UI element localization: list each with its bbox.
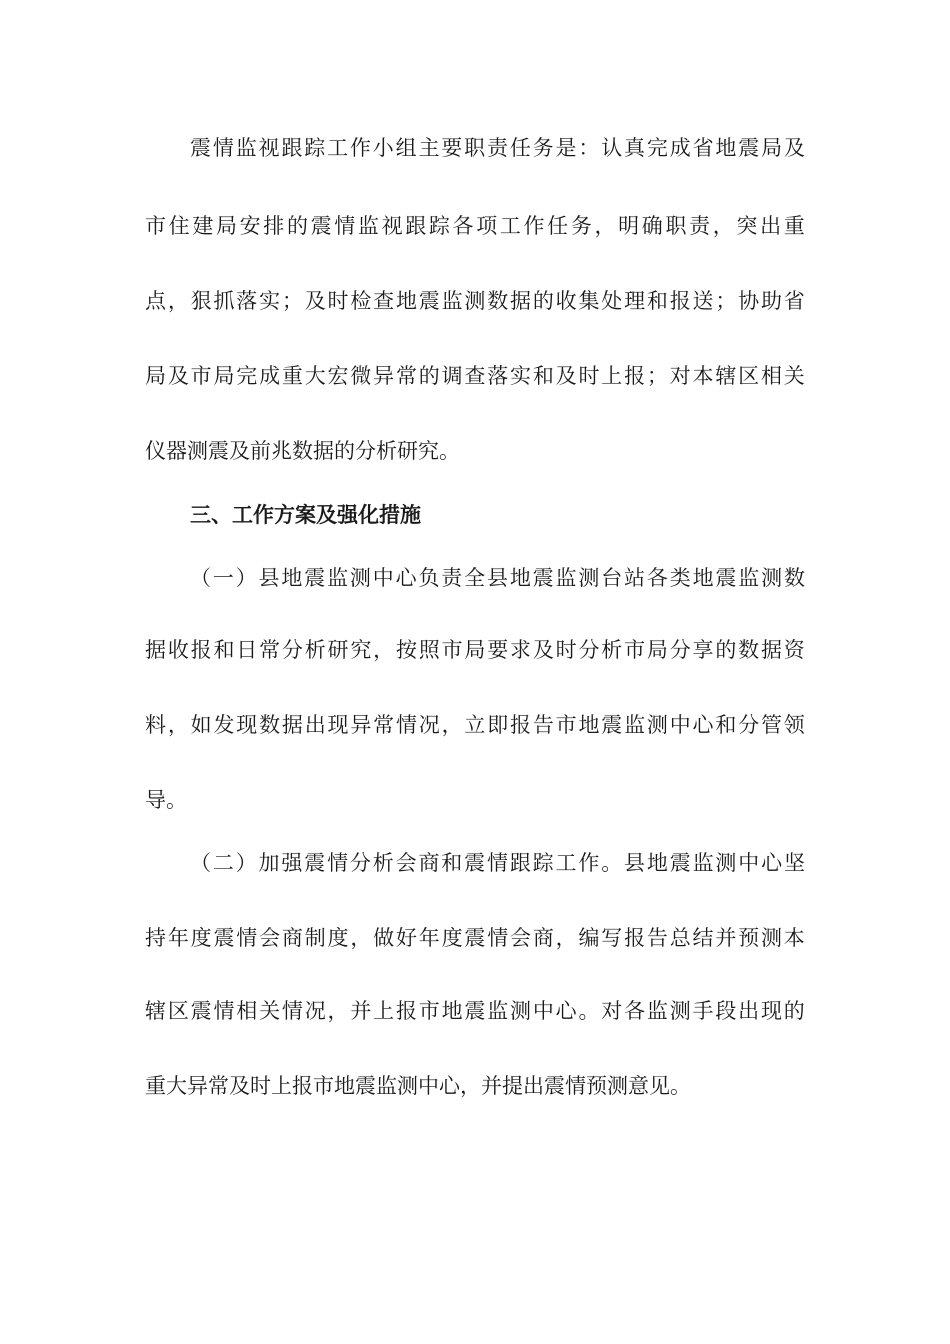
paragraph-1-line-5: 仪器测震及前兆数据的分析研究。 <box>145 439 460 463</box>
paragraph-3-line-3: 辖 区 震 情 相 关 情 况 ， 并 上 报 市 地 震 监 测 中 心 。 对 各 监 测 手 段 出 现 的 <box>145 999 805 1023</box>
section-heading: 三、工作方案及强化措施 <box>190 502 421 527</box>
paragraph-3-line-4: 重大异常及时上报市地震监测中心，并提出震情预测意见。 <box>145 1074 691 1098</box>
paragraph-2-line-1: （ 一 ） 县 地 震 监 测 中 心 负 责 全 县 地 震 监 测 台 站 各 类 地 震 监 测 数 <box>190 566 805 590</box>
paragraph-2-line-4: 导。 <box>145 788 187 812</box>
paragraph-1-line-1: 震 情 监 视 跟 踪 工 作 小 组 主 要 职 责 任 务 是 ： 认 真 完 成 省 地 震 局 及 <box>190 136 805 160</box>
paragraph-2-line-2: 据 收 报 和 日 常 分 析 研 究 ， 按 照 市 局 要 求 及 时 分 析 市 局 分 享 的 数 据 资 <box>145 638 805 662</box>
paragraph-3-line-1: （ 二 ） 加 强 震 情 分 析 会 商 和 震 情 跟 踪 工 作 。 县 地 震 监 测 中 心 坚 <box>190 851 805 875</box>
paragraph-2-line-3: 料 ， 如 发 现 数 据 出 现 异 常 情 况 ， 立 即 报 告 市 地 震 监 测 中 心 和 分 管 领 <box>145 713 805 737</box>
paragraph-1-line-3: 点 ， 狠 抓 落 实 ； 及 时 检 查 地 震 监 测 数 据 的 收 集 处 理 和 报 送 ； 协 助 省 <box>145 289 805 313</box>
paragraph-3-line-2: 持 年 度 震 情 会 商 制 度 ， 做 好 年 度 震 情 会 商 ， 编 写 报 告 总 结 并 预 测 本 <box>145 926 805 950</box>
paragraph-1-line-2: 市 住 建 局 安 排 的 震 情 监 视 跟 踪 各 项 工 作 任 务 ， 明 确 职 责 ， 突 出 重 <box>145 214 805 238</box>
paragraph-1-line-4: 局 及 市 局 完 成 重 大 宏 微 异 常 的 调 查 落 实 和 及 时 上 报 ； 对 本 辖 区 相 关 <box>145 364 805 388</box>
